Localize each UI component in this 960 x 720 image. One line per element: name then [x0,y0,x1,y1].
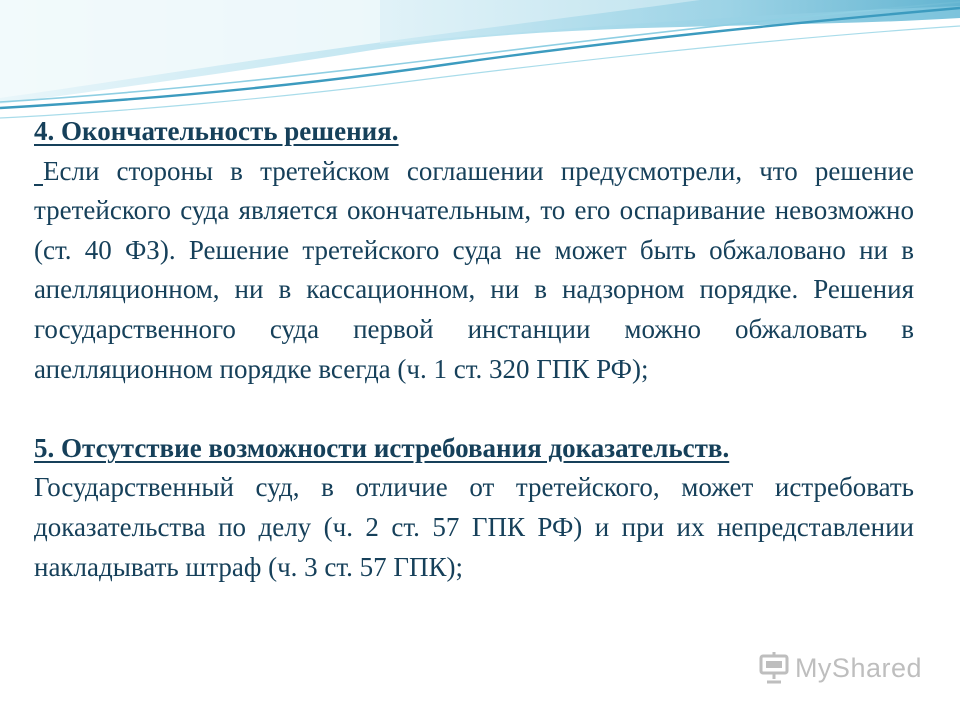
presentation-board-icon [757,651,791,685]
section-4-paragraph [34,152,914,390]
watermark-text: MyShared [794,652,922,683]
section-5-heading: 5. Отсутствие возможности истребования доказательств. [34,432,730,463]
slide-content [34,112,914,587]
section-5-paragraph: Государственный суд, в отличие от третейского, может истребовать доказательства по делу (ч. 2 ст. 57 ГПК РФ) и при их непредставлении накладывать штраф (ч. 3 ст. 57 ГПК); [34,472,914,582]
watermark-logo [757,651,922,685]
section-4-text: Если стороны в третейском соглашении предусмотрели, что решение третейского суда является окончательным, то его оспаривание невозможно (ст. 40 ФЗ). Решение третейского суда не может быть обжаловано ни в апелляционном, ни в кассационном, ни в надзорном порядке. Решения государственного суда первой инстанции можно обжаловать в апелляционном порядке всегда (ч. 1 ст. 320 ГПК РФ); [34,155,914,384]
section-4-heading: 4. Окончательность решения. [34,116,399,146]
section-gap [34,389,914,429]
header-wave-decoration [0,0,960,130]
underlined-lead-space [34,158,43,186]
